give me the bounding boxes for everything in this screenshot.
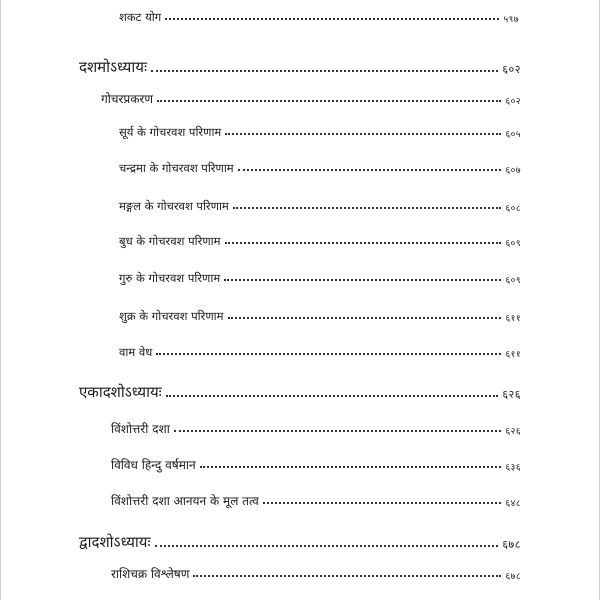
leader-dots — [156, 352, 501, 355]
toc-entry-title: शकट योग — [119, 10, 162, 24]
toc-entry-shukra-gochar — [119, 309, 521, 324]
toc-entry-gochar-prakaran — [101, 90, 521, 107]
leader-dots — [174, 429, 502, 432]
leader-dots — [224, 278, 501, 281]
toc-entry-vimshottari-anayan — [111, 492, 521, 509]
toc-entry-guru-gochar — [119, 271, 521, 286]
toc-entry-title: गुरु के गोचरवश परिणाम — [119, 271, 221, 285]
toc-entry-page: ६०७ — [505, 166, 521, 176]
leader-dots — [233, 206, 502, 209]
toc-entry-vividh-hindu-varshman — [111, 456, 521, 473]
toc-entry-page: ६३६ — [505, 463, 521, 473]
toc-entry-title: विंशोत्तरी दशा आनयन के मूल तत्व — [111, 494, 259, 508]
toc-entry-page: ६०८ — [505, 204, 521, 214]
toc-entry-budh-gochar — [119, 234, 521, 249]
toc-entry-page: ६२६ — [505, 427, 521, 437]
leader-dots — [155, 544, 499, 547]
leader-dots — [225, 241, 502, 244]
chapter-title: द्वादशोऽध्यायः — [79, 533, 151, 551]
toc-entry-chandrama-gochar — [119, 161, 521, 176]
toc-entry-page: ६४८ — [505, 499, 521, 509]
toc-entry-shakat-yog — [119, 10, 519, 25]
toc-entry-title: सूर्य के गोचरवश परिणाम — [119, 125, 222, 139]
toc-entry-title: चन्द्रमा के गोचरवश परिणाम — [119, 161, 234, 175]
leader-dots — [200, 465, 502, 468]
toc-entry-vam-vedh — [119, 345, 521, 360]
leader-dots — [193, 574, 501, 577]
leader-dots — [263, 501, 502, 504]
chapter-page: ६७८ — [502, 538, 521, 551]
toc-entry-title: विंशोत्तरी दशा — [111, 422, 170, 436]
toc-entry-title: गोचरप्रकरण — [101, 92, 154, 106]
toc-entry-vimshottari-dasha — [111, 420, 521, 437]
toc-entry-title: मङ्गल के गोचरवश परिणाम — [119, 199, 229, 213]
toc-entry-dvadasho-adhyay — [79, 532, 521, 552]
toc-entry-title: राशिचक्र विश्लेषण — [111, 567, 190, 581]
chapter-title: एकादशोऽध्यायः — [79, 383, 162, 401]
toc-entry-title: शुक्र के गोचरवश परिणाम — [119, 309, 224, 323]
toc-entry-mangal-gochar — [119, 199, 521, 214]
toc-entry-page: ५९७ — [503, 15, 519, 25]
chapter-page: ६०२ — [502, 63, 521, 76]
toc-entry-page: ६०९ — [505, 276, 521, 286]
toc-entry-ekadasho-adhyay — [79, 382, 521, 402]
toc-entry-page: ६०२ — [505, 97, 521, 107]
leader-dots — [166, 394, 499, 397]
leader-dots — [157, 99, 501, 102]
leader-dots — [238, 168, 502, 171]
toc-entry-page: ६०९ — [505, 239, 521, 249]
leader-dots — [151, 69, 498, 72]
toc-entry-title: बुध के गोचरवश परिणाम — [119, 234, 221, 248]
toc-entry-dashamo-adhyay — [79, 57, 521, 77]
leader-dots — [165, 17, 499, 20]
chapter-page: ६२६ — [502, 388, 521, 401]
toc-entry-title: वाम वेध — [119, 345, 153, 359]
chapter-title: दशमोऽध्यायः — [79, 58, 147, 76]
leader-dots — [228, 316, 502, 319]
toc-entry-page: ६११ — [505, 350, 521, 360]
toc-entry-page: ६०५ — [505, 130, 521, 140]
toc-entry-title: विविध हिन्दु वर्षमान — [111, 458, 196, 472]
leader-dots — [225, 132, 501, 135]
toc-entry-page: ६११ — [505, 314, 521, 324]
toc-entry-surya-gochar — [119, 125, 521, 140]
toc-entry-page: ६७८ — [505, 572, 521, 582]
toc-entry-rashichakra-vishleshan — [111, 565, 521, 582]
